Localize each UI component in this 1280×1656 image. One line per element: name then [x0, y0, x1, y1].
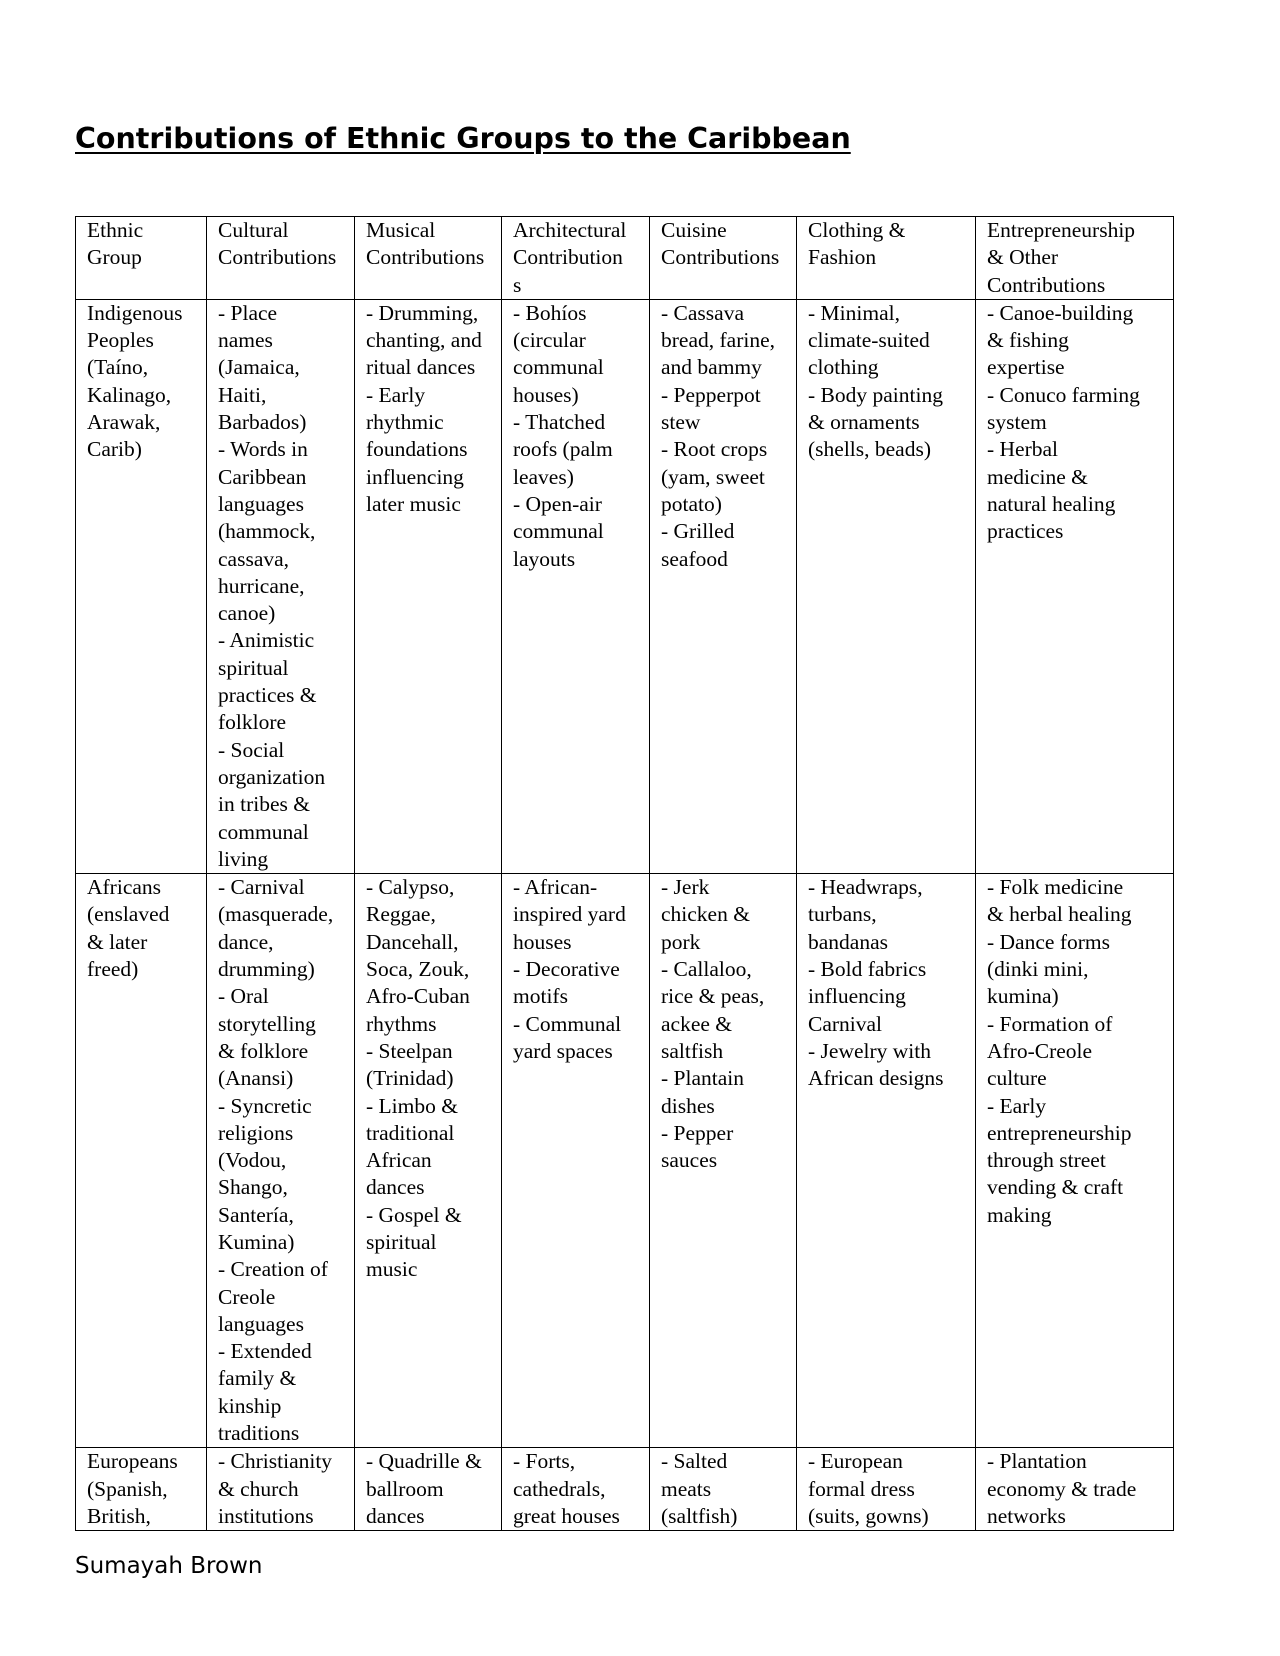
cell-text-line: Entrepreneurship — [987, 218, 1136, 242]
cell-text-line: Soca, Zouk, — [366, 957, 470, 982]
cell-text-line: languages — [218, 1311, 304, 1336]
cell-text-line: traditions — [218, 1421, 300, 1446]
cell-cultural — [207, 1448, 355, 1531]
cell-text-line: communal — [513, 355, 604, 380]
cell-text-line: institutions — [218, 1503, 314, 1528]
cell-text-line: names — [218, 328, 273, 353]
cell-text-line: dance, — [218, 929, 274, 954]
cell-text-line: - Bohíos — [513, 300, 587, 325]
cell-text-line: dances — [366, 1175, 425, 1200]
cell-text-line: spiritual — [366, 1229, 437, 1254]
cell-entrepreneurship — [976, 874, 1174, 1448]
cell-text-line: Contribution — [513, 245, 623, 270]
cell-text-line: practices & — [218, 683, 317, 708]
cell-text-line: great houses — [513, 1503, 620, 1528]
cell-text-line: kumina) — [987, 984, 1059, 1009]
cell-text-line: formal dress — [808, 1476, 915, 1501]
cell-architectural — [502, 1448, 650, 1531]
cell-text-line: Shango, — [218, 1175, 288, 1200]
cell-text-line: Arawak, — [87, 410, 161, 435]
cell-text-line: & church — [218, 1476, 299, 1501]
cell-text-line: (Vodou, — [218, 1148, 287, 1173]
cell-text-line: chicken & — [661, 902, 750, 927]
cell-text-line: layouts — [513, 546, 576, 571]
cell-text-line: - Early — [366, 382, 426, 407]
cell-text-line: stew — [661, 410, 701, 435]
author-name-footer: Sumayah Brown — [75, 1553, 263, 1579]
cell-text-line: - Thatched — [513, 410, 606, 435]
cell-text-line: & herbal healing — [987, 902, 1132, 927]
cell-text-line: - European — [808, 1449, 903, 1474]
cell-text-line: Africans — [87, 875, 162, 900]
cell-text-line: ackee & — [661, 1011, 733, 1036]
cell-text-line: - Early — [987, 1093, 1047, 1118]
cell-text-line: - Place — [218, 300, 278, 325]
cell-text-line: cathedrals, — [513, 1476, 606, 1501]
cell-text-line: Contributions — [366, 245, 485, 270]
cell-text-line: (enslaved — [87, 902, 170, 927]
cell-text-line: Indigenous — [87, 300, 183, 325]
cell-text-line: (Spanish, — [87, 1476, 168, 1501]
cell-text-line: Creole — [218, 1284, 276, 1309]
cell-text-line: Cuisine — [661, 218, 727, 242]
cell-text-line: British, — [87, 1503, 151, 1528]
cell-text-line: Haiti, — [218, 382, 267, 407]
cell-text-line: leaves) — [513, 464, 574, 489]
table-row-indigenous — [76, 299, 1174, 873]
cell-text-line: inspired yard — [513, 902, 626, 927]
cell-ethnic-group — [76, 1448, 207, 1531]
cell-text-line: - Headwraps, — [808, 875, 923, 900]
cell-text-line: hurricane, — [218, 573, 305, 598]
cell-text-line: Musical — [366, 218, 436, 242]
cell-text-line: - Drumming, — [366, 300, 479, 325]
cell-cuisine — [650, 299, 797, 873]
cell-entrepreneurship — [976, 217, 1174, 300]
cell-text-line: canoe) — [218, 601, 276, 626]
cell-text-line: - Quadrille & — [366, 1449, 482, 1474]
cell-text-line: roofs (palm — [513, 437, 613, 462]
cell-architectural — [502, 217, 650, 300]
cell-architectural — [502, 299, 650, 873]
cell-text-line: later music — [366, 491, 461, 516]
cell-entrepreneurship — [976, 1448, 1174, 1531]
cell-text-line: - Open-air — [513, 491, 602, 516]
cell-text-line: religions — [218, 1120, 294, 1145]
cell-text-line: - Oral — [218, 984, 269, 1009]
cell-text-line: pork — [661, 929, 701, 954]
cell-text-line: (shells, beads) — [808, 437, 931, 462]
table-header-row — [76, 217, 1174, 300]
cell-text-line: living — [218, 846, 269, 871]
cell-cultural — [207, 874, 355, 1448]
cell-text-line: - Jewelry with — [808, 1038, 931, 1063]
cell-cultural — [207, 217, 355, 300]
cell-text-line: clothing — [808, 355, 879, 380]
cell-text-line: (masquerade, — [218, 902, 334, 927]
cell-text-line: languages — [218, 491, 304, 516]
cell-text-line: (circular — [513, 328, 586, 353]
cell-musical — [355, 874, 502, 1448]
cell-text-line: Kumina) — [218, 1229, 295, 1254]
cell-text-line: economy & trade — [987, 1476, 1137, 1501]
cell-text-line: expertise — [987, 355, 1065, 380]
cell-musical — [355, 1448, 502, 1531]
cell-text-line: & later — [87, 929, 148, 954]
cell-text-line: vending & craft — [987, 1175, 1124, 1200]
cell-text-line: entrepreneurship — [987, 1120, 1132, 1145]
cell-text-line: drumming) — [218, 957, 315, 982]
cell-text-line: Clothing & — [808, 218, 906, 242]
cell-text-line: (suits, gowns) — [808, 1503, 929, 1528]
cell-text-line: storytelling — [218, 1011, 316, 1036]
cell-clothing-fashion — [797, 299, 976, 873]
cell-clothing-fashion — [797, 217, 976, 300]
cell-text-line: system — [987, 410, 1047, 435]
cell-text-line: - Animistic — [218, 628, 315, 653]
cell-text-line: communal — [513, 519, 604, 544]
cell-ethnic-group — [76, 299, 207, 873]
table-row-europeans — [76, 1448, 1174, 1531]
cell-text-line: (hammock, — [218, 519, 316, 544]
cell-text-line: - Minimal, — [808, 300, 900, 325]
cell-text-line: - Dance forms — [987, 929, 1110, 954]
cell-text-line: - Forts, — [513, 1449, 576, 1474]
cell-clothing-fashion — [797, 1448, 976, 1531]
cell-text-line: - Canoe-building — [987, 300, 1134, 325]
cell-text-line: - Body painting — [808, 382, 943, 407]
cell-text-line: dances — [366, 1503, 425, 1528]
cell-text-line: spiritual — [218, 655, 289, 680]
cell-text-line: foundations — [366, 437, 468, 462]
cell-text-line: sauces — [661, 1148, 718, 1173]
cell-text-line: through street — [987, 1148, 1106, 1173]
cell-text-line: rice & peas, — [661, 984, 765, 1009]
cell-clothing-fashion — [797, 874, 976, 1448]
cell-text-line: turbans, — [808, 902, 877, 927]
cell-text-line: Fashion — [808, 245, 877, 270]
cell-text-line: communal — [218, 819, 309, 844]
cell-text-line: - Grilled — [661, 519, 735, 544]
cell-text-line: Cultural — [218, 218, 289, 242]
cell-text-line: - Carnival — [218, 875, 305, 900]
cell-text-line: - Social — [218, 737, 285, 762]
cell-text-line: & folklore — [218, 1038, 309, 1063]
document-title: Contributions of Ethnic Groups to the Caribbean — [75, 122, 851, 155]
cell-text-line: Ethnic — [87, 218, 144, 242]
cell-text-line: making — [987, 1202, 1052, 1227]
table-row-africans — [76, 874, 1174, 1448]
cell-text-line: African designs — [808, 1066, 944, 1091]
cell-cuisine — [650, 874, 797, 1448]
cell-text-line: Carib) — [87, 437, 142, 462]
cell-text-line: Reggae, — [366, 902, 436, 927]
cell-text-line: ballroom — [366, 1476, 444, 1501]
cell-text-line: - Cassava — [661, 300, 744, 325]
cell-text-line: (Trinidad) — [366, 1066, 454, 1091]
cell-text-line: potato) — [661, 491, 722, 516]
contributions-table — [75, 216, 1174, 1531]
cell-text-line: dishes — [661, 1093, 715, 1118]
cell-text-line: chanting, and — [366, 328, 482, 353]
cell-text-line: (Anansi) — [218, 1066, 294, 1091]
cell-text-line: Afro-Creole — [987, 1038, 1093, 1063]
cell-text-line: saltfish — [661, 1038, 724, 1063]
cell-text-line: Santería, — [218, 1202, 294, 1227]
cell-text-line: houses — [513, 929, 572, 954]
cell-text-line: networks — [987, 1503, 1066, 1528]
cell-text-line: rhythms — [366, 1011, 437, 1036]
cell-text-line: (dinki mini, — [987, 957, 1089, 982]
cell-text-line: s — [513, 272, 522, 297]
cell-text-line: houses) — [513, 382, 579, 407]
cell-text-line: - Limbo & — [366, 1093, 458, 1118]
cell-text-line: natural healing — [987, 491, 1116, 516]
cell-text-line: practices — [987, 519, 1064, 544]
cell-cuisine — [650, 1448, 797, 1531]
cell-text-line: - Formation of — [987, 1011, 1113, 1036]
cell-text-line: - Jerk — [661, 875, 710, 900]
cell-text-line: organization — [218, 764, 326, 789]
cell-text-line: & fishing — [987, 328, 1069, 353]
cell-text-line: kinship — [218, 1393, 282, 1418]
cell-text-line: Contributions — [218, 245, 337, 270]
cell-architectural — [502, 874, 650, 1448]
cell-text-line: traditional — [366, 1120, 455, 1145]
cell-text-line: - Pepperpot — [661, 382, 761, 407]
cell-text-line: Barbados) — [218, 410, 307, 435]
cell-text-line: culture — [987, 1066, 1047, 1091]
cell-text-line: family & — [218, 1366, 297, 1391]
cell-text-line: Contributions — [987, 272, 1106, 297]
cell-text-line: cassava, — [218, 546, 290, 571]
cell-musical — [355, 299, 502, 873]
cell-text-line: - Bold fabrics — [808, 957, 927, 982]
cell-text-line: in tribes & — [218, 792, 310, 817]
cell-cuisine — [650, 217, 797, 300]
cell-text-line: influencing — [808, 984, 906, 1009]
cell-text-line: - Folk medicine — [987, 875, 1124, 900]
cell-text-line: - Steelpan — [366, 1038, 453, 1063]
cell-text-line: seafood — [661, 546, 728, 571]
cell-cultural — [207, 299, 355, 873]
cell-text-line: - Words in — [218, 437, 308, 462]
cell-text-line: & ornaments — [808, 410, 920, 435]
cell-text-line: ritual dances — [366, 355, 476, 380]
cell-text-line: medicine & — [987, 464, 1088, 489]
cell-text-line: - Pepper — [661, 1120, 734, 1145]
cell-text-line: & Other — [987, 245, 1059, 270]
cell-text-line: Group — [87, 245, 142, 270]
cell-text-line: - Christianity — [218, 1449, 333, 1474]
cell-text-line: rhythmic — [366, 410, 444, 435]
cell-text-line: music — [366, 1257, 418, 1282]
cell-text-line: freed) — [87, 957, 139, 982]
cell-text-line: meats — [661, 1476, 712, 1501]
cell-text-line: African — [366, 1148, 432, 1173]
cell-text-line: - Syncretic — [218, 1093, 312, 1118]
cell-text-line: - Creation of — [218, 1257, 328, 1282]
cell-text-line: Dancehall, — [366, 929, 459, 954]
cell-text-line: Peoples — [87, 328, 154, 353]
cell-text-line: - Extended — [218, 1339, 312, 1364]
cell-text-line: climate-suited — [808, 328, 930, 353]
cell-text-line: bread, farine, — [661, 328, 775, 353]
cell-text-line: - Plantain — [661, 1066, 744, 1091]
cell-text-line: bandanas — [808, 929, 888, 954]
cell-text-line: - African- — [513, 875, 598, 900]
cell-musical — [355, 217, 502, 300]
cell-text-line: Europeans — [87, 1449, 178, 1474]
cell-text-line: Architectural — [513, 218, 627, 242]
cell-text-line: Afro-Cuban — [366, 984, 470, 1009]
cell-text-line: - Decorative — [513, 957, 620, 982]
cell-text-line: (Taíno, — [87, 355, 149, 380]
cell-ethnic-group — [76, 217, 207, 300]
cell-text-line: yard spaces — [513, 1038, 613, 1063]
cell-text-line: Contributions — [661, 245, 780, 270]
cell-text-line: - Calypso, — [366, 875, 455, 900]
cell-text-line: - Communal — [513, 1011, 622, 1036]
cell-text-line: - Gospel & — [366, 1202, 462, 1227]
cell-entrepreneurship — [976, 299, 1174, 873]
cell-ethnic-group — [76, 874, 207, 1448]
cell-text-line: - Salted — [661, 1449, 728, 1474]
cell-text-line: (Jamaica, — [218, 355, 300, 380]
cell-text-line: - Callaloo, — [661, 957, 752, 982]
cell-text-line: and bammy — [661, 355, 762, 380]
cell-text-line: motifs — [513, 984, 568, 1009]
cell-text-line: - Plantation — [987, 1449, 1087, 1474]
cell-text-line: - Root crops — [661, 437, 768, 462]
cell-text-line: folklore — [218, 710, 287, 735]
cell-text-line: Kalinago, — [87, 382, 172, 407]
cell-text-line: influencing — [366, 464, 464, 489]
cell-text-line: - Conuco farming — [987, 382, 1140, 407]
cell-text-line: Carnival — [808, 1011, 883, 1036]
cell-text-line: (yam, sweet — [661, 464, 765, 489]
cell-text-line: - Herbal — [987, 437, 1059, 462]
cell-text-line: Caribbean — [218, 464, 307, 489]
cell-text-line: (saltfish) — [661, 1503, 738, 1528]
